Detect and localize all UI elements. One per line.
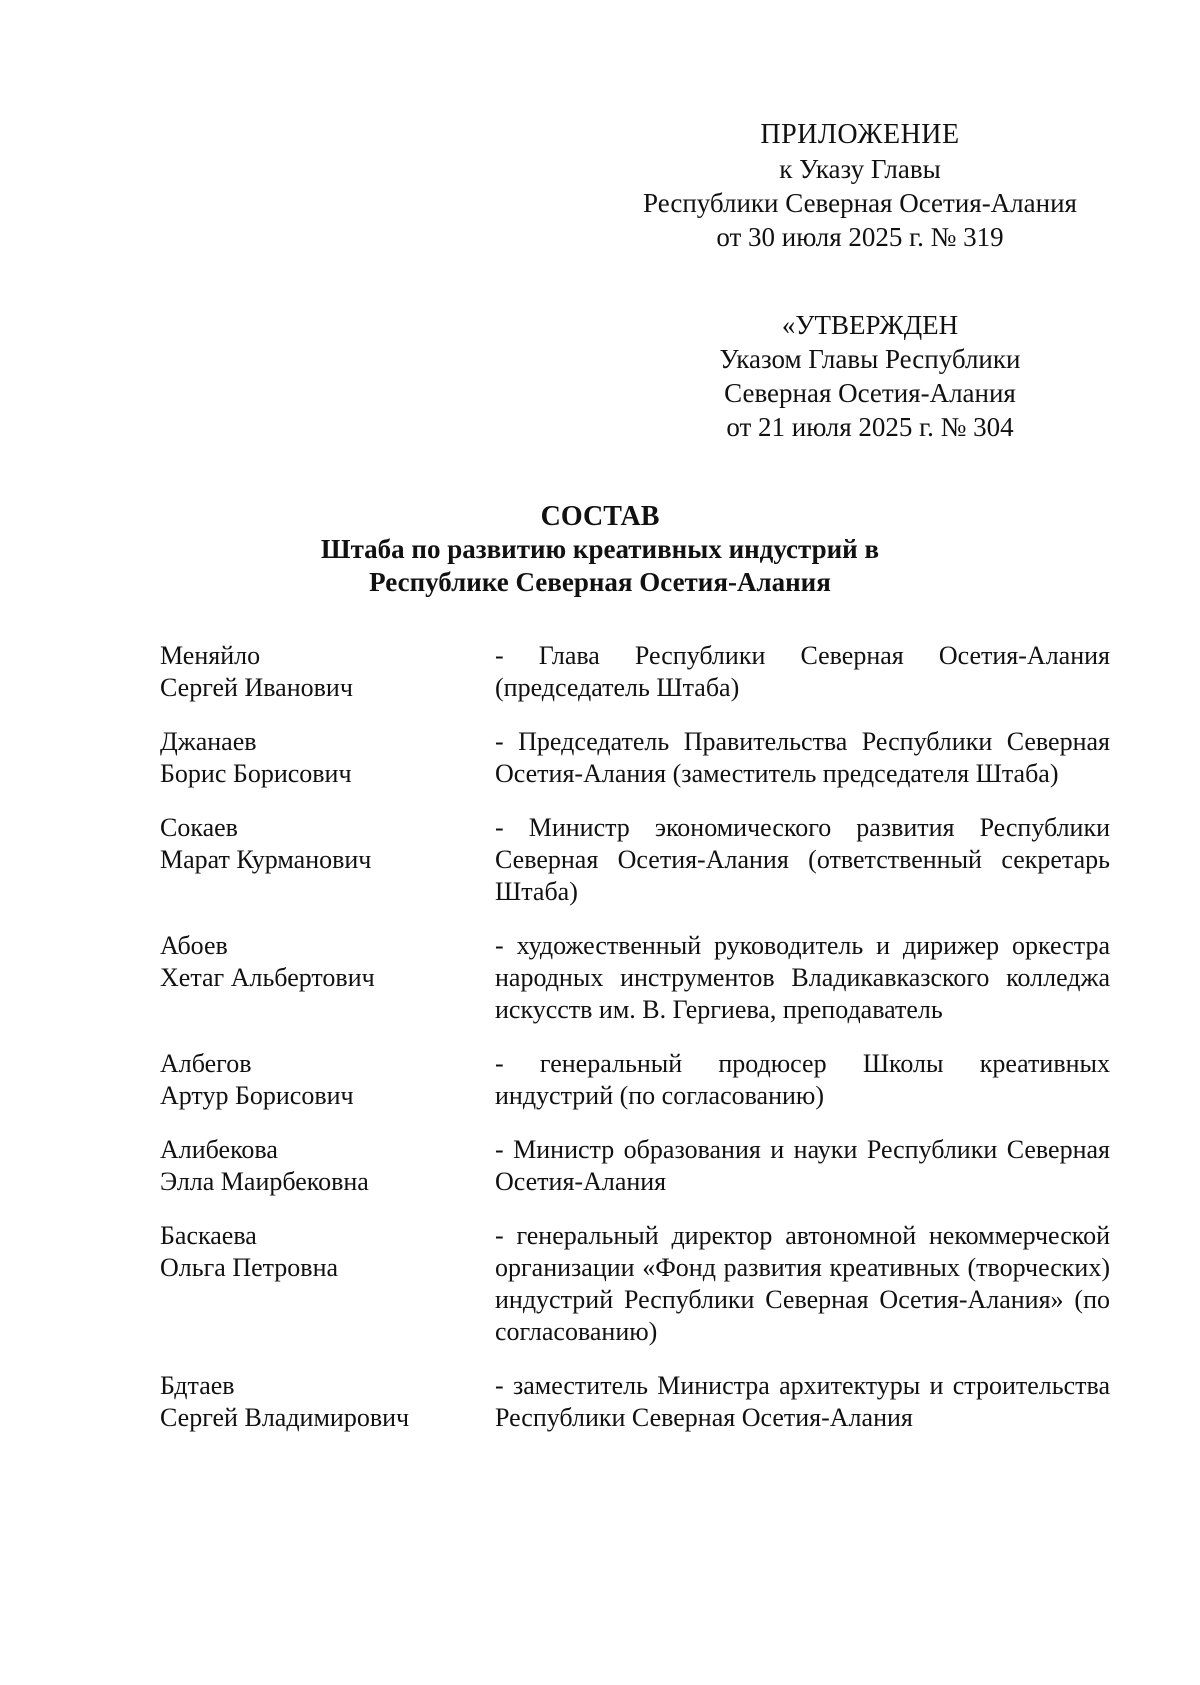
document-heading: [240, 500, 960, 599]
members-list: [160, 640, 1110, 1434]
member-surname: Баскаева: [160, 1221, 257, 1250]
member-surname: Бдтаев: [160, 1371, 235, 1400]
member-role: - заместитель Министра архитектуры и строительства Республики Северная Осетия-Алания: [495, 1371, 1110, 1432]
appendix-line: к Указу Главы: [779, 154, 941, 184]
approval-line: Северная Осетия-Алания: [724, 378, 1016, 408]
member-entry: [160, 812, 1110, 908]
member-entry: [160, 640, 1110, 704]
member-given-name: Сергей Владимирович: [160, 1403, 410, 1432]
approval-line: Указом Главы Республики: [719, 344, 1021, 374]
member-name: [160, 1048, 495, 1112]
member-surname: Джанаев: [160, 727, 257, 756]
approval-block: [680, 308, 1060, 444]
member-name: [160, 1134, 495, 1198]
member-role: - Глава Республики Северная Осетия-Алания (председатель Штаба): [495, 641, 1110, 702]
member-given-name: Артур Борисович: [160, 1081, 354, 1110]
member-role: - Председатель Правительства Республики Северная Осетия-Алания (заместитель председателя Штаба): [495, 727, 1110, 788]
member-entry: [160, 930, 1110, 1026]
member-given-name: Ольга Петровна: [160, 1253, 339, 1282]
member-given-name: Марат Курманович: [160, 845, 372, 874]
heading-line: Республике Северная Осетия-Алания: [369, 567, 831, 597]
member-entry: [160, 1134, 1110, 1198]
heading-line: Штаба по развитию креативных индустрий в: [320, 534, 880, 564]
member-name: [160, 1220, 495, 1348]
member-name: [160, 726, 495, 790]
member-role: - генеральный директор автономной некоммерческой организации «Фонд развития креативных (творческих) индустрий Республики Северная Осетия-Алания» (по согласованию): [495, 1221, 1110, 1346]
appendix-line: Республики Северная Осетия-Алания: [643, 188, 1077, 218]
member-name: [160, 1370, 495, 1434]
member-surname: Абоев: [160, 931, 228, 960]
member-entry: [160, 1220, 1110, 1348]
member-role: - Министр образования и науки Республики Северная Осетия-Алания: [495, 1135, 1110, 1196]
appendix-line: от 30 июля 2025 г. № 319: [716, 222, 1004, 252]
member-surname: Алибекова: [160, 1135, 278, 1164]
member-surname: Албегов: [160, 1049, 252, 1078]
member-given-name: Борис Борисович: [160, 759, 352, 788]
member-given-name: Сергей Иванович: [160, 673, 353, 702]
member-name: [160, 812, 495, 908]
heading-title: СОСТАВ: [540, 501, 660, 532]
member-role: - генеральный продюсер Школы креативных индустрий (по согласованию): [495, 1049, 1110, 1110]
member-name: [160, 640, 495, 704]
appendix-title: ПРИЛОЖЕНИЕ: [760, 119, 960, 150]
appendix-block: [620, 118, 1100, 254]
member-surname: Сокаев: [160, 813, 238, 842]
member-entry: [160, 1370, 1110, 1434]
member-given-name: Хетаг Альбертович: [160, 963, 375, 992]
member-surname: Меняйло: [160, 641, 261, 670]
member-role: - художественный руководитель и дирижер оркестра народных инструментов Владикавказского колледжа искусств им. В. Гергиева, преподаватель: [495, 931, 1110, 1024]
member-name: [160, 930, 495, 1026]
approval-line: «УТВЕРЖДЕН: [781, 310, 959, 340]
member-entry: [160, 726, 1110, 790]
approval-line: от 21 июля 2025 г. № 304: [726, 412, 1014, 442]
member-given-name: Элла Маирбековна: [160, 1167, 369, 1196]
member-entry: [160, 1048, 1110, 1112]
member-role: - Министр экономического развития Республики Северная Осетия-Алания (ответственный секретарь Штаба): [495, 813, 1110, 906]
